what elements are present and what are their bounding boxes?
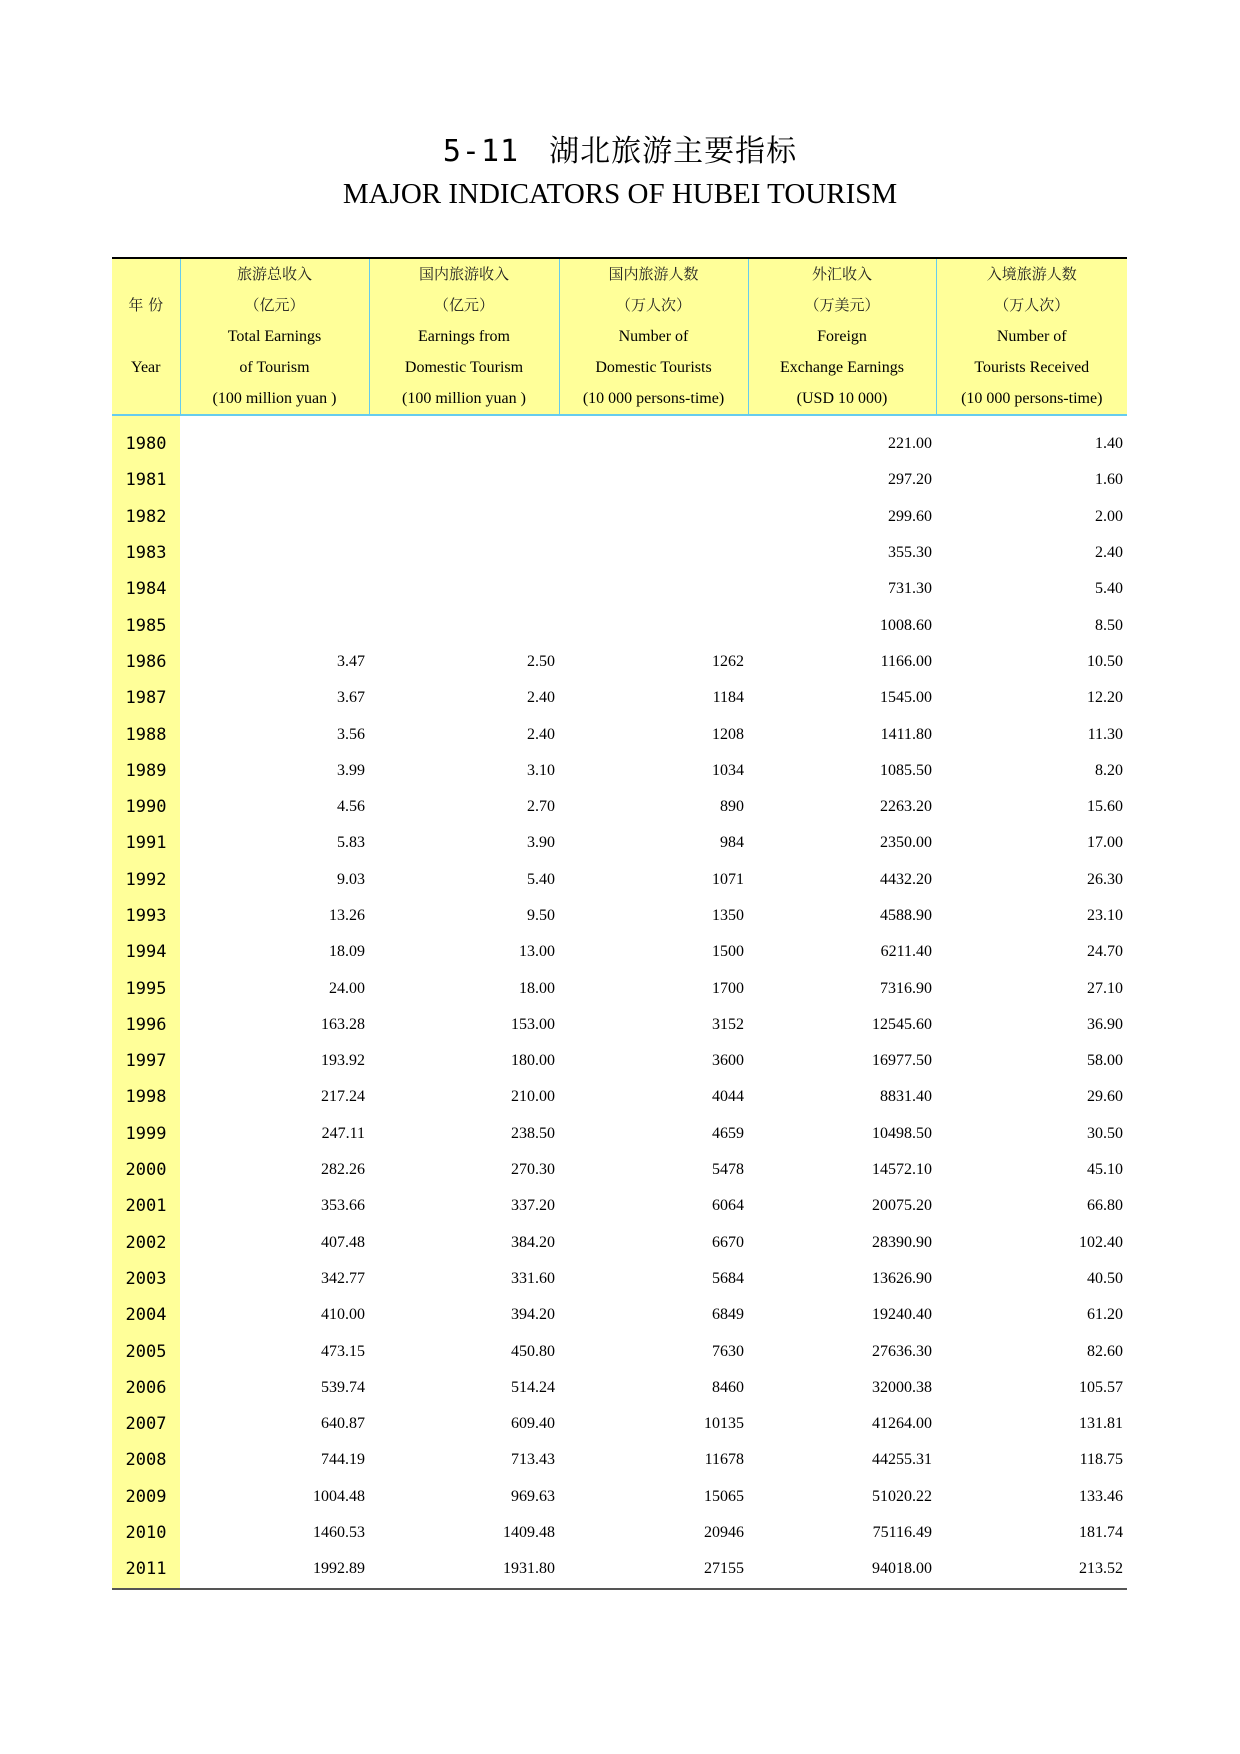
table-row	[112, 1442, 1127, 1478]
year-cell: 2011	[112, 1551, 180, 1588]
year-cell: 2001	[112, 1188, 180, 1224]
tourism-indicators-table	[112, 257, 1127, 1590]
domestic-tourists-cell: 1034	[712, 761, 744, 779]
domestic-tourists-cell: 4659	[712, 1124, 744, 1142]
header-domestic-tourists-en1: Number of	[618, 328, 689, 345]
table-row	[112, 1225, 1127, 1261]
year-cell: 1981	[112, 462, 180, 498]
header-domestic-tourists-unit-cn: （万人次）	[615, 296, 691, 314]
foreign-exchange-cell: 4432.20	[880, 870, 932, 888]
foreign-exchange-cell: 75116.49	[872, 1524, 932, 1542]
domestic-earnings-cell: 9.50	[527, 907, 555, 924]
domestic-tourists-cell: 11678	[704, 1451, 744, 1469]
header-tourists-received-unit-cn: （万人次）	[994, 296, 1070, 314]
header-foreign-exchange-en2: Exchange Earnings	[780, 359, 904, 376]
year-cell: 2000	[112, 1152, 180, 1188]
table-row	[112, 1079, 1127, 1115]
year-cell: 2008	[112, 1442, 180, 1478]
tourists-received-cell: 5.40	[1095, 580, 1123, 598]
tourists-received-cell: 2.00	[1095, 507, 1123, 525]
header-year-cn	[112, 259, 180, 290]
domestic-tourists-cell: 984	[720, 834, 744, 852]
total-earnings-cell: 473.15	[321, 1342, 365, 1360]
foreign-exchange-cell: 6211.40	[880, 943, 932, 961]
tourists-received-cell: 12.20	[1087, 689, 1123, 707]
tourists-received-cell: 58.00	[1087, 1052, 1123, 1070]
domestic-earnings-cell: 514.24	[511, 1378, 555, 1396]
domestic-tourists-cell: 890	[720, 798, 744, 816]
header-year-en1	[112, 321, 180, 352]
year-cell: 1989	[112, 753, 180, 789]
domestic-tourists-cell: 8460	[712, 1378, 744, 1396]
domestic-tourists-cell: 20946	[704, 1524, 744, 1542]
domestic-tourists-cell: 6064	[712, 1197, 744, 1215]
year-cell: 1997	[112, 1043, 180, 1079]
total-earnings-cell: 3.67	[337, 689, 365, 707]
domestic-tourists-cell: 3152	[712, 1015, 744, 1033]
domestic-tourists-cell: 1208	[712, 725, 744, 743]
title-chinese: 湖北旅游主要指标	[549, 134, 798, 169]
domestic-earnings-cell: 5.40	[527, 870, 555, 888]
header-tourists-received	[936, 258, 1127, 415]
total-earnings-cell: 247.11	[321, 1124, 365, 1142]
tourists-received-cell: 40.50	[1087, 1269, 1123, 1287]
tourists-received-cell: 23.10	[1087, 907, 1123, 924]
year-cell: 2003	[112, 1261, 180, 1297]
table-row	[112, 934, 1127, 970]
total-earnings-cell: 163.28	[321, 1015, 365, 1033]
table-row	[112, 499, 1127, 535]
domestic-tourists-cell: 3600	[712, 1052, 744, 1070]
year-cell: 1991	[112, 825, 180, 861]
table-row	[112, 716, 1127, 752]
domestic-earnings-cell: 13.00	[519, 943, 555, 961]
table-row	[112, 825, 1127, 861]
year-cell: 1996	[112, 1007, 180, 1043]
header-domestic-earnings-cn: 国内旅游收入	[418, 265, 509, 283]
year-cell: 1998	[112, 1079, 180, 1115]
table-row	[112, 680, 1127, 716]
table-row	[112, 753, 1127, 789]
foreign-exchange-cell: 297.20	[888, 471, 932, 489]
tourists-received-cell: 15.60	[1087, 798, 1123, 816]
header-domestic-earnings-en1: Earnings from	[418, 328, 510, 345]
domestic-earnings-cell	[369, 607, 559, 643]
year-cell: 1995	[112, 970, 180, 1006]
total-earnings-cell: 744.19	[321, 1451, 365, 1469]
year-cell: 1984	[112, 571, 180, 607]
foreign-exchange-cell: 4588.90	[880, 907, 932, 924]
domestic-earnings-cell	[369, 426, 559, 462]
year-cell: 1994	[112, 934, 180, 970]
foreign-exchange-cell: 1085.50	[880, 761, 932, 779]
year-cell: 2005	[112, 1333, 180, 1369]
table-row	[112, 1152, 1127, 1188]
tourists-received-cell: 105.57	[1079, 1378, 1123, 1396]
year-cell: 1988	[112, 716, 180, 752]
foreign-exchange-cell: 221.00	[888, 435, 932, 453]
header-foreign-exchange	[748, 258, 936, 415]
domestic-earnings-cell: 180.00	[511, 1052, 555, 1070]
header-total-earnings-cn: 旅游总收入	[236, 265, 312, 283]
header-year-unit-cn: 年 份	[128, 296, 164, 314]
domestic-earnings-cell	[369, 499, 559, 535]
foreign-exchange-cell: 32000.38	[872, 1378, 932, 1396]
foreign-exchange-cell: 27636.30	[872, 1342, 932, 1360]
tourists-received-cell: 61.20	[1087, 1306, 1123, 1324]
tourists-received-cell: 2.40	[1095, 544, 1123, 562]
domestic-earnings-cell: 609.40	[511, 1415, 555, 1433]
foreign-exchange-cell: 28390.90	[872, 1233, 932, 1251]
total-earnings-cell: 539.74	[321, 1378, 365, 1396]
year-cell: 2010	[112, 1515, 180, 1551]
foreign-exchange-cell: 16977.50	[872, 1052, 932, 1070]
total-earnings-cell: 407.48	[321, 1233, 365, 1251]
domestic-earnings-cell: 2.40	[527, 725, 555, 743]
table-row	[112, 1297, 1127, 1333]
domestic-tourists-cell: 7630	[712, 1342, 744, 1360]
domestic-earnings-cell: 2.70	[527, 798, 555, 816]
table-row	[112, 571, 1127, 607]
header-total-earnings	[180, 258, 369, 415]
foreign-exchange-cell: 14572.10	[872, 1161, 932, 1179]
total-earnings-cell: 217.24	[321, 1088, 365, 1106]
foreign-exchange-cell: 355.30	[888, 544, 932, 562]
foreign-exchange-cell: 2350.00	[880, 834, 932, 852]
tourists-received-cell: 1.60	[1095, 471, 1123, 489]
year-cell: 2007	[112, 1406, 180, 1442]
domestic-earnings-cell: 3.90	[527, 834, 555, 852]
table-row	[112, 1551, 1127, 1588]
year-cell: 1983	[112, 535, 180, 571]
total-earnings-cell: 193.92	[321, 1052, 365, 1070]
domestic-earnings-cell: 1931.80	[369, 1551, 559, 1588]
tourists-received-cell: 66.80	[1087, 1197, 1123, 1215]
tourists-received-cell: 118.75	[1079, 1451, 1123, 1469]
domestic-earnings-cell: 270.30	[511, 1161, 555, 1179]
total-earnings-cell	[180, 607, 369, 643]
year-cell: 1992	[112, 862, 180, 898]
domestic-tourists-cell	[559, 426, 748, 462]
domestic-earnings-cell: 3.10	[527, 761, 555, 779]
year-cell: 1982	[112, 499, 180, 535]
domestic-tourists-cell: 4044	[712, 1088, 744, 1106]
year-cell: 2002	[112, 1225, 180, 1261]
foreign-exchange-cell: 13626.90	[872, 1269, 932, 1287]
table-row	[112, 1116, 1127, 1152]
year-cell: 2009	[112, 1479, 180, 1515]
header-year	[112, 258, 180, 415]
total-earnings-cell: 640.87	[321, 1415, 365, 1433]
foreign-exchange-cell: 1545.00	[880, 689, 932, 707]
total-earnings-cell: 5.83	[337, 834, 365, 852]
tourists-received-cell: 27.10	[1087, 979, 1123, 997]
table-row	[112, 1406, 1127, 1442]
tourists-received-cell: 82.60	[1087, 1342, 1123, 1360]
total-earnings-cell	[180, 426, 369, 462]
total-earnings-cell: 342.77	[321, 1269, 365, 1287]
tourists-received-cell: 8.20	[1095, 761, 1123, 779]
total-earnings-cell: 4.56	[337, 798, 365, 816]
total-earnings-cell: 3.56	[337, 725, 365, 743]
domestic-earnings-cell: 331.60	[511, 1269, 555, 1287]
year-cell: 1987	[112, 680, 180, 716]
header-foreign-exchange-cn: 外汇收入	[811, 265, 872, 283]
header-domestic-earnings-unit-cn: （亿元）	[433, 296, 494, 314]
year-cell: 1999	[112, 1116, 180, 1152]
table-row	[112, 862, 1127, 898]
foreign-exchange-cell: 10498.50	[872, 1124, 932, 1142]
header-total-earnings-unit-cn: （亿元）	[244, 296, 305, 314]
table-row	[112, 1479, 1127, 1515]
foreign-exchange-cell: 7316.90	[880, 979, 932, 997]
total-earnings-cell: 3.99	[337, 761, 365, 779]
tourists-received-cell: 8.50	[1095, 616, 1123, 634]
domestic-earnings-cell: 969.63	[511, 1487, 555, 1505]
table-row	[112, 1333, 1127, 1369]
spacer-row	[112, 415, 1127, 426]
total-earnings-cell: 282.26	[321, 1161, 365, 1179]
header-tourists-received-en1: Number of	[996, 328, 1067, 345]
table-row	[112, 1370, 1127, 1406]
header-domestic-tourists-unit-en: (10 000 persons-time)	[582, 390, 725, 407]
table-number: 5-11	[442, 134, 520, 169]
foreign-exchange-cell: 44255.31	[872, 1451, 932, 1469]
foreign-exchange-cell: 1008.60	[880, 616, 932, 634]
year-cell: 1985	[112, 607, 180, 643]
domestic-earnings-cell	[369, 462, 559, 498]
page-title-en: MAJOR INDICATORS OF HUBEI TOURISM	[342, 178, 898, 210]
tourists-received-cell: 133.46	[1079, 1487, 1123, 1505]
tourists-received-cell: 24.70	[1087, 943, 1123, 961]
total-earnings-cell: 3.47	[337, 652, 365, 670]
foreign-exchange-cell: 51020.22	[872, 1487, 932, 1505]
domestic-earnings-cell: 153.00	[511, 1015, 555, 1033]
tourists-received-cell: 181.74	[1079, 1524, 1123, 1542]
foreign-exchange-cell: 12545.60	[872, 1015, 932, 1033]
year-cell: 1993	[112, 898, 180, 934]
total-earnings-cell	[180, 535, 369, 571]
header-tourists-received-en2: Tourists Received	[974, 359, 1090, 376]
table-row	[112, 1515, 1127, 1551]
year-cell: 1990	[112, 789, 180, 825]
total-earnings-cell: 9.03	[337, 870, 365, 888]
domestic-tourists-cell: 1071	[712, 870, 744, 888]
domestic-earnings-cell: 394.20	[511, 1306, 555, 1324]
tourists-received-cell: 131.81	[1079, 1415, 1123, 1433]
header-domestic-earnings-en2: Domestic Tourism	[404, 359, 524, 376]
foreign-exchange-cell: 731.30	[888, 580, 932, 598]
tourists-received-cell: 36.90	[1087, 1015, 1123, 1033]
domestic-earnings-cell: 1409.48	[503, 1524, 555, 1542]
total-earnings-cell	[180, 499, 369, 535]
table-row	[112, 1043, 1127, 1079]
page-title-cn	[0, 126, 1240, 170]
domestic-tourists-cell: 1700	[712, 979, 744, 997]
table-row	[112, 789, 1127, 825]
domestic-earnings-cell: 2.40	[527, 689, 555, 707]
total-earnings-cell: 13.26	[329, 907, 365, 924]
header-foreign-exchange-unit-cn: （万美元）	[804, 296, 880, 314]
domestic-tourists-cell: 1350	[712, 907, 744, 924]
domestic-earnings-cell: 450.80	[511, 1342, 555, 1360]
total-earnings-cell: 410.00	[321, 1306, 365, 1324]
domestic-tourists-cell: 1500	[712, 943, 744, 961]
domestic-earnings-cell	[369, 535, 559, 571]
table-row	[112, 607, 1127, 643]
total-earnings-cell: 18.09	[329, 943, 365, 961]
total-earnings-cell: 1460.53	[313, 1524, 365, 1542]
tourists-received-cell: 17.00	[1087, 834, 1123, 852]
header-tourists-received-unit-en: (10 000 persons-time)	[961, 390, 1103, 407]
tourists-received-cell: 11.30	[1087, 725, 1123, 743]
foreign-exchange-cell: 2263.20	[880, 798, 932, 816]
tourists-received-cell: 26.30	[1087, 870, 1123, 888]
domestic-tourists-cell	[559, 535, 748, 571]
header-tourists-received-cn: 入境旅游人数	[986, 265, 1077, 283]
domestic-earnings-cell: 384.20	[511, 1233, 555, 1251]
tourists-received-cell: 10.50	[1087, 652, 1123, 670]
foreign-exchange-cell: 8831.40	[880, 1088, 932, 1106]
domestic-tourists-cell: 5684	[712, 1269, 744, 1287]
domestic-tourists-cell: 15065	[704, 1487, 744, 1505]
year-cell: 2004	[112, 1297, 180, 1333]
header-domestic-tourists-cn: 国内旅游人数	[608, 265, 699, 283]
header-row	[112, 258, 1127, 415]
domestic-earnings-cell: 2.50	[527, 652, 555, 670]
domestic-tourists-cell: 6849	[712, 1306, 744, 1324]
domestic-tourists-cell	[559, 571, 748, 607]
tourists-received-cell: 45.10	[1087, 1161, 1123, 1179]
tourists-received-cell: 29.60	[1087, 1088, 1123, 1106]
header-total-earnings-unit-en: (100 million yuan )	[212, 390, 337, 407]
table-row	[112, 462, 1127, 498]
tourists-received-cell: 102.40	[1079, 1233, 1123, 1251]
header-year-unit-en	[112, 383, 180, 414]
domestic-tourists-cell: 10135	[704, 1415, 744, 1433]
foreign-exchange-cell: 1411.80	[880, 725, 932, 743]
total-earnings-cell: 1992.89	[180, 1551, 369, 1588]
table-row	[112, 535, 1127, 571]
header-foreign-exchange-en1: Foreign	[817, 328, 867, 345]
foreign-exchange-cell: 19240.40	[872, 1306, 932, 1324]
header-total-earnings-en1: Total Earnings	[227, 328, 322, 345]
tourists-received-cell: 30.50	[1087, 1124, 1123, 1142]
total-earnings-cell	[180, 462, 369, 498]
domestic-tourists-cell: 5478	[712, 1161, 744, 1179]
total-earnings-cell: 353.66	[321, 1197, 365, 1215]
table-row	[112, 1261, 1127, 1297]
total-earnings-cell	[180, 571, 369, 607]
domestic-earnings-cell: 337.20	[511, 1197, 555, 1215]
domestic-tourists-cell: 27155	[559, 1551, 748, 1588]
domestic-earnings-cell: 210.00	[511, 1088, 555, 1106]
foreign-exchange-cell: 94018.00	[748, 1551, 936, 1588]
domestic-earnings-cell: 18.00	[519, 979, 555, 997]
year-cell: 1980	[112, 426, 180, 462]
foreign-exchange-cell: 1166.00	[880, 652, 932, 670]
year-cell: 2006	[112, 1370, 180, 1406]
total-earnings-cell: 24.00	[329, 979, 365, 997]
header-total-earnings-en2: of Tourism	[239, 359, 310, 376]
domestic-tourists-cell	[559, 607, 748, 643]
table-row	[112, 898, 1127, 934]
header-domestic-earnings-unit-en: (100 million yuan )	[402, 390, 526, 407]
header-foreign-exchange-unit-en: (USD 10 000)	[796, 390, 888, 407]
domestic-earnings-cell	[369, 571, 559, 607]
table-row	[112, 1188, 1127, 1224]
foreign-exchange-cell: 299.60	[888, 507, 932, 525]
tourists-received-cell: 213.52	[936, 1551, 1127, 1588]
table-body	[112, 415, 1127, 1589]
domestic-earnings-cell: 238.50	[511, 1124, 555, 1142]
year-cell: 1986	[112, 644, 180, 680]
header-domestic-tourists	[559, 258, 748, 415]
domestic-tourists-cell	[559, 499, 748, 535]
foreign-exchange-cell: 20075.20	[872, 1197, 932, 1215]
table-row	[112, 1007, 1127, 1043]
foreign-exchange-cell: 41264.00	[872, 1415, 932, 1433]
domestic-tourists-cell: 1262	[712, 652, 744, 670]
table-row	[112, 644, 1127, 680]
domestic-earnings-cell: 713.43	[511, 1451, 555, 1469]
domestic-tourists-cell	[559, 462, 748, 498]
domestic-tourists-cell: 1184	[712, 689, 744, 707]
table-row	[112, 426, 1127, 462]
header-year-en2: Year	[131, 359, 161, 376]
tourists-received-cell: 1.40	[1095, 435, 1123, 453]
domestic-tourists-cell: 6670	[712, 1233, 744, 1251]
header-domestic-earnings	[369, 258, 559, 415]
total-earnings-cell: 1004.48	[313, 1487, 365, 1505]
header-domestic-tourists-en2: Domestic Tourists	[595, 359, 712, 376]
table-row	[112, 970, 1127, 1006]
